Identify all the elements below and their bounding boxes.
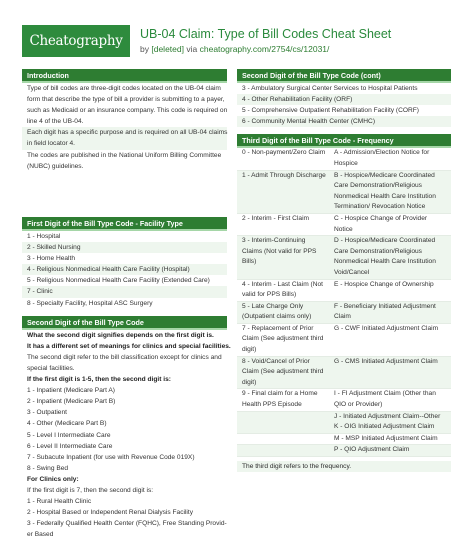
second-digit-cont-item: 5 - Comprehensive Outpatient Rehabilitation Facility (CORF) (242, 107, 420, 115)
third-digit-heading: Third Digit of the Bill Type Code - Frequency (237, 134, 451, 148)
frequency-code-text: Care Demonstration/Religious (334, 182, 422, 190)
sheet-url-link[interactable]: cheatography.com/2754/cs/12031/ (199, 44, 330, 54)
second-digit-heading: Second Digit of the Bill Type Code (22, 316, 227, 330)
introduction-body (22, 83, 227, 210)
frequency-code-text: valid for PPS Bills) (242, 291, 297, 299)
intro-line: line 4 of the UB-04. (27, 118, 84, 126)
frequency-code-right (330, 148, 451, 169)
third-digit-footer: The third digit refers to the frequency. (237, 461, 451, 472)
facility-type-item: 5 - Religious Nonmedical Health Care Facility (Extended Care) (27, 277, 210, 285)
intro-line: (NUBC) guidelines. (27, 162, 84, 170)
frequency-code-text: (Outpatient claims only) (242, 313, 312, 321)
frequency-code-text: 7 - Replacement of Prior (242, 324, 314, 332)
frequency-code-right (330, 302, 451, 323)
second-digit-line: If the first digit is 7, then the second digit is: (27, 486, 154, 494)
second-digit-line: The second digit refer to the bill classification except for clinics and (27, 353, 222, 361)
frequency-code-right (330, 357, 451, 389)
frequency-row (237, 389, 451, 411)
facility-type-item: 2 - Skilled Nursing (22, 242, 227, 253)
frequency-code-text: 1 - Admit Through Discharge (242, 171, 326, 179)
frequency-code-right (330, 214, 451, 235)
second-digit-line: special facilities. (27, 364, 75, 372)
frequency-code-text: 5 - Late Charge Only (242, 302, 304, 310)
frequency-code-text: Health PPS Episode (242, 401, 302, 409)
frequency-code-text: digit) (242, 346, 257, 354)
frequency-row (237, 280, 451, 302)
frequency-code-text: B - Hospice/Medicare Coordinated (334, 171, 435, 179)
second-digit-line: It has a different set of meanings for clinics and special facilities. (27, 342, 231, 350)
second-digit-line: 7 - Subacute Inpatient (for use with Revenue Code 019X) (27, 453, 195, 461)
author-link[interactable]: [deleted] (151, 44, 184, 54)
first-digit-list (22, 231, 227, 309)
second-digit-line: 6 - Level II Intermediate Care (27, 442, 113, 450)
frequency-code-text: I - FI Adjustment Claim (Other than (334, 390, 436, 398)
frequency-code-text: 4 - Interim - Last Claim (Not (242, 280, 323, 288)
frequency-code-text: M - MSP Initiated Adjustment Claim (334, 434, 438, 442)
frequency-code-text: Nonmedical Health Care Institution (334, 258, 436, 266)
second-digit-cont-item: 4 - Other Rehabilitation Facility (ORF) (237, 94, 451, 105)
site-logo[interactable] (22, 25, 130, 57)
frequency-code-left (237, 357, 330, 389)
frequency-code-right (330, 445, 451, 456)
frequency-code-text: 2 - Interim - First Claim (242, 214, 310, 222)
second-digit-line: 1 - Inpatient (Medicare Part A) (27, 387, 115, 395)
frequency-code-text: K - OIG Initiated Adjustment Claim (334, 423, 435, 431)
page-header (0, 0, 474, 62)
second-digit-line: 5 - Level I Intermediate Care (27, 431, 111, 439)
byline-via: via (186, 44, 198, 54)
frequency-code-left (237, 148, 330, 169)
byline-prefix: by (140, 44, 149, 54)
intro-line: form that describe the type of bill a provider is submitting to a payer, (27, 96, 225, 104)
logo-text: Cheatography (29, 33, 123, 49)
frequency-code-left (237, 302, 330, 323)
second-digit-line: If the first digit is 1-5, then the second digit is: (27, 376, 171, 384)
frequency-code-right (330, 280, 451, 301)
frequency-code-right (330, 389, 451, 410)
frequency-row (237, 434, 451, 446)
frequency-code-left (237, 280, 330, 301)
intro-line: in field locator 4. (22, 138, 227, 149)
frequency-code-text: P - QIO Adjustment Claim (334, 446, 410, 454)
second-digit-line: 2 - Inpatient (Medicare Part B) (27, 398, 116, 406)
frequency-row (237, 412, 451, 434)
frequency-code-left (237, 214, 330, 235)
frequency-row (237, 302, 451, 324)
frequency-code-right (330, 171, 451, 213)
second-digit-cont-heading: Second Digit of the Bill Type Code (cont) (237, 69, 451, 83)
frequency-code-text: J - Initiated Adjustment Claim--Other (334, 412, 441, 420)
frequency-code-left (237, 324, 330, 356)
right-column (237, 69, 451, 472)
frequency-code-right (330, 412, 451, 433)
byline (140, 44, 329, 54)
frequency-code-text: digit) (242, 378, 257, 386)
frequency-code-text: Termination/ Revocation Notice (334, 203, 426, 211)
frequency-code-text: A - Admission/Election Notice for (334, 149, 430, 157)
frequency-code-text: Void/Cancel (334, 268, 370, 276)
frequency-row (237, 324, 451, 357)
frequency-code-text: Claim (See adjustment third (242, 368, 324, 376)
facility-type-item: 8 - Specialty Facility, Hospital ASC Surgery (27, 299, 153, 307)
third-digit-table (237, 148, 451, 457)
frequency-code-right (330, 236, 451, 278)
frequency-code-text: Claim (334, 313, 351, 321)
frequency-code-text: 9 - Final claim for a Home (242, 390, 318, 398)
second-digit-line: 1 - Rural Health Clinic (27, 498, 92, 506)
page-title: UB-04 Claim: Type of Bill Codes Cheat Sheet (140, 27, 392, 41)
frequency-code-text: 3 - Interim-Continuing (242, 237, 306, 245)
frequency-code-text: F - Beneficiary Initiated Adjustment (334, 302, 436, 310)
frequency-code-right (330, 434, 451, 445)
frequency-row (237, 171, 451, 214)
second-digit-line: For Clinics only: (27, 475, 79, 483)
frequency-code-text: 0 - Non-payment/Zero Claim (242, 149, 326, 157)
second-digit-line: 2 - Hospital Based or Independent Renal Dialysis Facility (27, 509, 194, 517)
frequency-code-left (237, 412, 330, 433)
frequency-row (237, 357, 451, 390)
frequency-code-left (237, 236, 330, 278)
frequency-code-text: C - Hospice Change of Provider (334, 214, 428, 222)
second-digit-cont-list (237, 83, 451, 127)
second-digit-line: 3 - Federally Qualified Health Center (FQHC), Free Standing Provid- (27, 520, 227, 528)
frequency-code-text: Bills) (242, 258, 257, 266)
second-digit-line: 3 - Outpatient (27, 409, 67, 417)
second-digit-cont-item: 3 - Ambulatory Surgical Center Services to Hospital Patients (242, 85, 418, 92)
frequency-code-text: QIO or Provider) (334, 401, 383, 409)
frequency-code-text: Claim (See adjustment third (242, 335, 324, 343)
second-digit-line: er Based (27, 531, 54, 539)
frequency-code-text: Claims (Not valid for PPS (242, 247, 317, 255)
intro-line: The codes are published in the National Uniform Billing Committee (27, 151, 222, 159)
facility-type-item: 1 - Hospital (27, 233, 61, 240)
frequency-row (237, 214, 451, 236)
second-digit-line: What the second digit signifies depends on the first digit is. (27, 331, 214, 339)
facility-type-item: 3 - Home Health (27, 255, 76, 263)
introduction-heading: Introduction (22, 69, 227, 83)
frequency-code-text: Nonmedical Health Care Institution (334, 192, 436, 200)
frequency-code-left (237, 171, 330, 213)
frequency-code-text: G - CWF Initiated Adjustment Claim (334, 324, 439, 332)
second-digit-line: 8 - Swing Bed (27, 464, 69, 472)
facility-type-item: 7 - Clinic (22, 286, 227, 297)
facility-type-item: 4 - Religious Nonmedical Health Care Facility (Hospital) (22, 264, 227, 275)
frequency-code-left (237, 389, 330, 410)
frequency-code-text: D - Hospice/Medicare Coordinated (334, 237, 436, 245)
frequency-code-text: Notice (334, 225, 353, 233)
frequency-code-text: E - Hospice Change of Ownership (334, 280, 434, 288)
second-digit-line: 4 - Other (Medicare Part B) (27, 420, 107, 428)
frequency-code-text: 8 - Void/Cancel of Prior (242, 357, 310, 365)
frequency-row (237, 445, 451, 457)
intro-line: Type of bill codes are three-digit codes located on the UB-04 claim (27, 85, 221, 92)
second-digit-body (22, 330, 231, 540)
intro-line: Each digit has a specific purpose and is required on all UB-04 claims (22, 127, 227, 138)
second-digit-cont-item: 6 - Community Mental Health Center (CMHC) (237, 116, 451, 127)
first-digit-heading: First Digit of the Bill Type Code - Facility Type (22, 217, 227, 231)
frequency-row (237, 148, 451, 170)
frequency-code-text: Care Demonstration/Religious (334, 247, 422, 255)
intro-line: such as Medicaid or an insurance company. This code is required on (27, 107, 228, 115)
frequency-code-left (237, 445, 330, 456)
frequency-row (237, 236, 451, 279)
left-column (22, 69, 231, 540)
frequency-code-right (330, 324, 451, 356)
frequency-code-text: G - CMS Initiated Adjustment Claim (334, 357, 438, 365)
frequency-code-left (237, 434, 330, 445)
frequency-code-text: Hospice (334, 159, 358, 167)
